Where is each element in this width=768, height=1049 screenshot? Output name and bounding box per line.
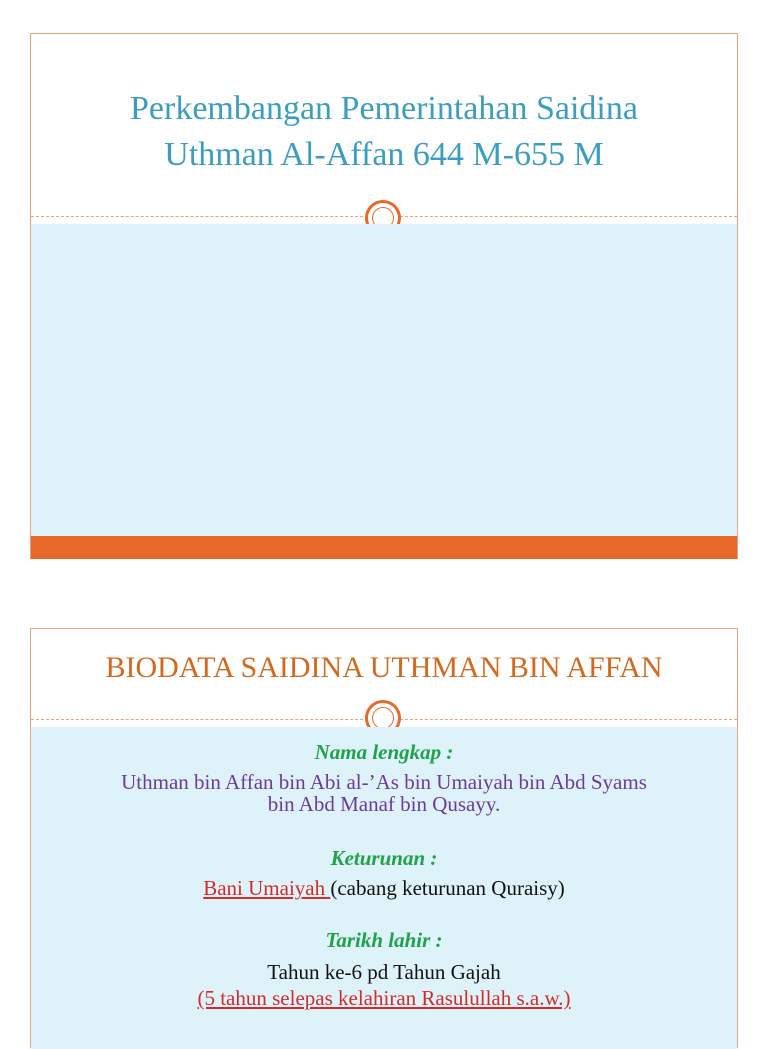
title-slide <box>30 33 738 559</box>
keturunan-rest: (cabang keturunan Quraisy) <box>330 876 565 900</box>
slide-title <box>31 86 737 178</box>
tarikh-lahir-label: Tarikh lahir : <box>325 928 443 952</box>
slide-title-area <box>31 34 737 216</box>
nama-value <box>31 771 737 815</box>
title-line-1: Perkembangan Pemerintahan Saidina <box>130 90 638 127</box>
orange-footer-bar <box>31 536 737 559</box>
biodata-slide <box>30 628 738 1048</box>
nama-line-1: Uthman bin Affan bin Abi al-’As bin Umaiyah bin Abd Syams <box>121 770 647 794</box>
bani-umaiyah-link[interactable]: Bani Umaiyah <box>203 876 331 900</box>
keturunan-label: Keturunan : <box>330 846 438 870</box>
tarikh-lahir-line-1: Tahun ke-6 pd Tahun Gajah <box>267 960 501 984</box>
slide-title: BIODATA SAIDINA UTHMAN BIN AFFAN <box>105 651 663 684</box>
biodata-content <box>31 727 737 1011</box>
title-line-2: Uthman Al-Affan 644 M-655 M <box>164 136 604 173</box>
keturunan-value <box>31 875 737 901</box>
slide-body <box>31 727 737 1049</box>
nama-line-2: bin Abd Manaf bin Qusayy. <box>267 792 501 816</box>
slide-body <box>31 224 737 536</box>
tarikh-lahir-line-2[interactable]: (5 tahun selepas kelahiran Rasulullah s.a.w.) <box>197 986 571 1010</box>
nama-label: Nama lengkap : <box>314 740 454 764</box>
